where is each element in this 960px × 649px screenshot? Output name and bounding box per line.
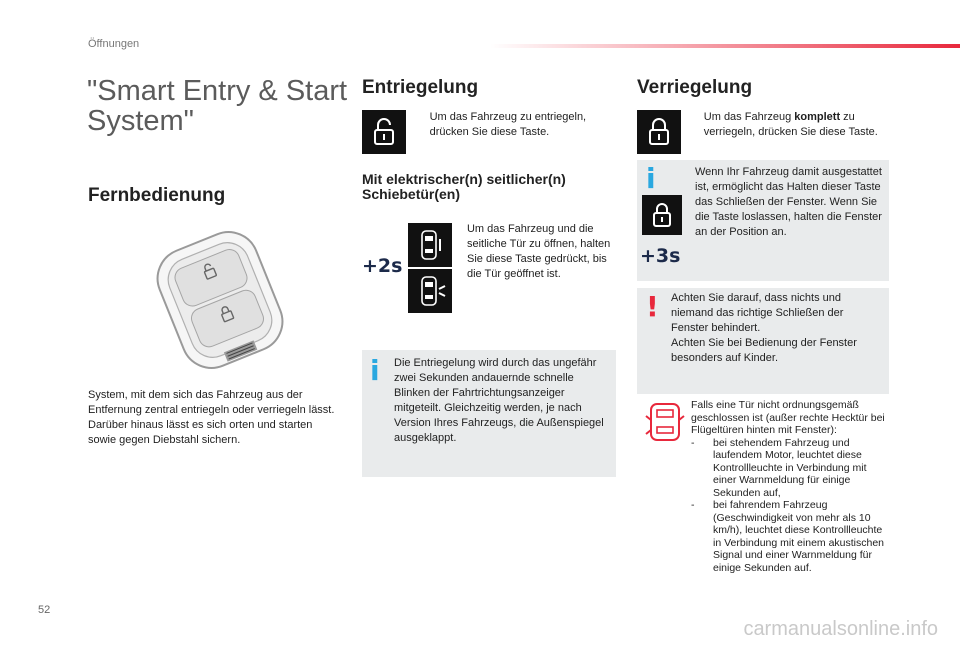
lock-instruction-post: zu verriegeln, drücken Sie diese Taste. xyxy=(703,111,878,138)
lock-info-panel xyxy=(637,160,889,281)
info-icon: i xyxy=(370,354,380,387)
sliding-door-instruction-text: Um das Fahrzeug und die seitliche Tür zu öffnen, halten Sie diese Taste gedrückt, bis die Tür geöffnet ist. xyxy=(466,223,611,280)
page-title: "Smart Entry & Start System" xyxy=(87,75,348,137)
unlock-button-icon xyxy=(362,110,406,154)
remote-description-2: Darüber hinaus lässt es sich orten und starten sowie gegen Diebstahl sichern. xyxy=(88,419,313,446)
header-rule xyxy=(490,44,960,48)
lock-button-small-icon xyxy=(642,195,682,235)
warning-icon: ! xyxy=(646,290,659,323)
sliding-door-instruction xyxy=(463,222,613,282)
sliding-door-open-icon xyxy=(408,269,452,313)
dash-marker: - xyxy=(691,499,695,511)
door-warning-block xyxy=(691,399,891,574)
unlock-info-panel xyxy=(362,350,616,477)
door-warning-item xyxy=(691,437,891,500)
door-open-warning-icon xyxy=(645,400,685,444)
remote-description xyxy=(88,388,343,448)
watermark: carmanualsonline.info xyxy=(743,618,938,640)
lock-instruction-bold: komplett xyxy=(794,111,841,123)
door-warning-item-1: bei stehendem Fahrzeug und laufendem Motor, leuchtet diese Kontrollleuchte in Verbindung mit einer Warnmeldung für einige Sekunden auf, xyxy=(713,436,867,499)
unlock-instruction xyxy=(421,110,601,140)
door-warning-item-2: bei fahrendem Fahrzeug (Geschwindigkeit von mehr als 10 km/h), leuchtet diese Kontrollleuchte in Verbindung mit einem akustischen Signal und einer Warnmeldung für einige Sekunden auf. xyxy=(713,499,885,574)
sliding-door-closed-icon xyxy=(408,223,452,267)
page-number: 52 xyxy=(38,604,51,616)
bullet-icon xyxy=(421,110,430,140)
lock-instruction xyxy=(696,110,886,140)
lock-instruction-pre: Um das Fahrzeug xyxy=(703,111,795,123)
warning-text xyxy=(671,291,883,366)
unlock-info-text: Die Entriegelung wird durch das ungefähr zwei Sekunden andauernde schnelle Blinken der Fahrtrichtungsanzeiger mitgeteilt. Gleichzeitig werden, je nach Version Ihres Fahrzeugs, die Außenspiegel ausgeklappt. xyxy=(394,357,604,444)
hold-3s-badge: +3s xyxy=(640,245,681,267)
info-icon: i xyxy=(646,162,656,195)
door-warning-item xyxy=(691,499,891,574)
sliding-door-heading: Mit elektrischer(n) seitlicher(n) Schiebetür(en) xyxy=(362,171,566,202)
unlock-heading: Entriegelung xyxy=(362,77,479,98)
section-label: Öffnungen xyxy=(88,38,140,50)
unlock-instruction-text: Um das Fahrzeug zu entriegeln, drücken Sie diese Taste. xyxy=(429,111,587,138)
dash-marker: - xyxy=(691,436,695,449)
remote-heading: Fernbedienung xyxy=(88,185,226,206)
warning-panel xyxy=(637,288,889,394)
warning-text-2: Achten Sie bei Bedienung der Fenster besonders auf Kinder. xyxy=(671,337,857,364)
key-fob-image xyxy=(148,230,293,370)
door-warning-intro: Falls eine Tür nicht ordnungsgemäß geschlossen ist (außer rechte Hecktür bei Flügeltüren hinten mit Fenster): xyxy=(691,399,885,436)
hold-2s-badge: +2s xyxy=(362,255,403,277)
remote-description-1: System, mit dem sich das Fahrzeug aus der Entfernung zentral entriegeln oder verriegeln lässt. xyxy=(88,389,335,416)
lock-instruction-text xyxy=(704,110,886,140)
lock-info-text: Wenn Ihr Fahrzeug damit ausgestattet ist, ermöglicht das Halten dieser Taste das Schließen der Fenster. Wenn Sie die Taste loslassen, halten die Fenster an der Position an. xyxy=(695,166,882,238)
lock-button-icon xyxy=(637,110,681,154)
bullet-icon xyxy=(696,110,704,140)
warning-text-1: Achten Sie darauf, dass nichts und niemand das richtige Schließen der Fenster behindert. xyxy=(671,292,844,334)
lock-heading: Verriegelung xyxy=(637,77,753,98)
